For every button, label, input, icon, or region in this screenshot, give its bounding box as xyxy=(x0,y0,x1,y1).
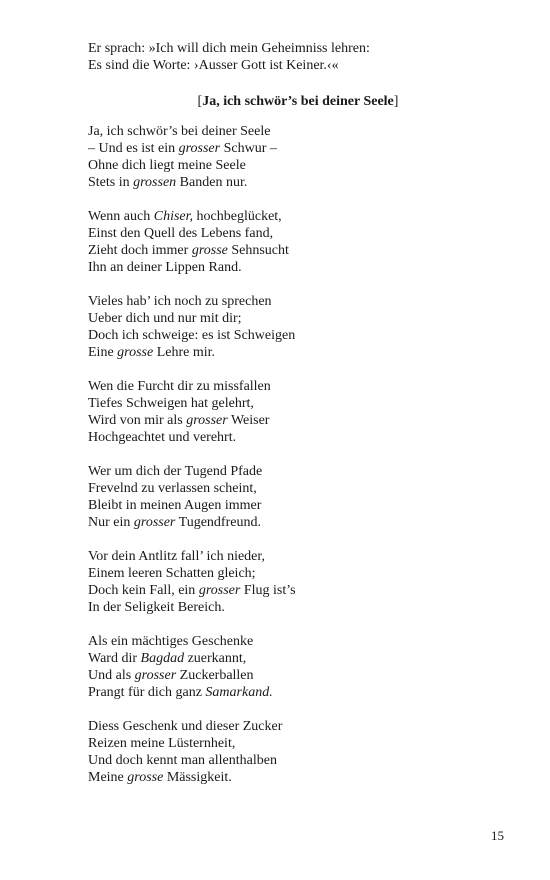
line-text: Und doch kennt man allenthalben xyxy=(88,753,277,768)
verse-line xyxy=(88,497,508,514)
stanza xyxy=(88,633,508,701)
line-text: Weiser xyxy=(227,413,270,428)
verse-line xyxy=(88,735,508,752)
line-text: Frevelnd zu verlassen scheint, xyxy=(88,481,257,496)
line-text: Vor dein Antlitz fall’ ich nieder, xyxy=(88,549,265,564)
verse-line xyxy=(88,599,508,616)
line-text: Vieles hab’ ich noch zu sprechen xyxy=(88,294,272,309)
line-text: Meine xyxy=(88,770,128,785)
line-text: Doch ich schweige: es ist Schweigen xyxy=(88,328,296,343)
line-text: Doch kein Fall, ein xyxy=(88,583,199,598)
line-text: Einem leeren Schatten gleich; xyxy=(88,566,256,581)
title-open-bracket: [ xyxy=(197,94,203,109)
verse-line xyxy=(88,718,508,735)
verse-line xyxy=(88,40,508,57)
line-text: Er sprach: »Ich will dich mein Geheimniss lehren: xyxy=(88,41,370,56)
line-text: Banden nur. xyxy=(176,175,248,190)
stanza xyxy=(88,463,508,531)
line-text: Wen die Furcht dir zu missfallen xyxy=(88,379,271,394)
intro-couplet xyxy=(88,40,508,74)
line-text: Zuckerballen xyxy=(176,668,254,683)
line-text: Und als xyxy=(88,668,135,683)
line-text: Tiefes Schweigen hat gelehrt, xyxy=(88,396,254,411)
verse-line xyxy=(88,225,508,242)
line-text: Ohne dich liegt meine Seele xyxy=(88,158,246,173)
verse-line xyxy=(88,395,508,412)
page-body xyxy=(88,40,508,803)
stanza xyxy=(88,123,508,191)
line-text: Eine xyxy=(88,345,118,360)
verse-line xyxy=(88,140,508,157)
line-text: Wer um dich der Tugend Pfade xyxy=(88,464,263,479)
line-text: Tugendfreund. xyxy=(175,515,261,530)
stanza xyxy=(88,208,508,276)
line-text: Es sind die Worte: ›Ausser Gott ist Keiner.‹« xyxy=(88,58,339,73)
line-text: Stets in xyxy=(88,175,134,190)
verse-line xyxy=(88,378,508,395)
emphasized-word: grosser xyxy=(178,141,221,156)
verse-line xyxy=(88,548,508,565)
line-text: Sehnsucht xyxy=(227,243,289,258)
page-number: 15 xyxy=(491,828,504,843)
verse-line xyxy=(88,242,508,259)
line-text: In der Seligkeit Bereich. xyxy=(88,600,225,615)
emphasized-word: Samarkand. xyxy=(205,685,273,700)
line-text: Ihn an deiner Lippen Rand. xyxy=(88,260,242,275)
line-text: Als ein mächtiges Geschenke xyxy=(88,634,254,649)
verse-line xyxy=(88,310,508,327)
stanza xyxy=(88,548,508,616)
emphasized-word: grosser xyxy=(186,413,228,428)
line-text: Wenn auch xyxy=(88,209,154,224)
verse-line xyxy=(88,157,508,174)
line-text: zuerkannt, xyxy=(184,651,247,666)
line-text: Reizen meine Lüsternheit, xyxy=(88,736,236,751)
line-text: Zieht doch immer xyxy=(88,243,192,258)
line-text: Lehre mir. xyxy=(153,345,216,360)
line-text: – Und es ist ein xyxy=(88,141,179,156)
stanza xyxy=(88,293,508,361)
poem-stanzas xyxy=(88,123,508,786)
line-text: hochbeglücket, xyxy=(193,209,282,224)
line-text: Ja, ich schwör’s bei deiner Seele xyxy=(88,124,271,139)
line-text: Prangt für dich ganz xyxy=(88,685,206,700)
emphasized-word: grosse xyxy=(191,243,228,258)
title-text: Ja, ich schwör’s bei deiner Seele xyxy=(202,94,394,109)
line-text: Einst den Quell des Lebens fand, xyxy=(88,226,274,241)
line-text: Mässigkeit. xyxy=(163,770,232,785)
poem-title xyxy=(88,93,508,110)
verse-line xyxy=(88,412,508,429)
emphasized-word: Bagdad xyxy=(140,651,185,666)
line-text: Hochgeachtet und verehrt. xyxy=(88,430,237,445)
verse-line xyxy=(88,123,508,140)
emphasized-word: Chiser, xyxy=(153,209,194,224)
line-text: Schwur – xyxy=(220,141,277,156)
verse-line xyxy=(88,480,508,497)
emphasized-word: grosse xyxy=(127,770,164,785)
verse-line xyxy=(88,344,508,361)
emphasized-word: grosser xyxy=(134,668,177,683)
verse-line xyxy=(88,633,508,650)
emphasized-word: grosser xyxy=(198,583,241,598)
verse-line xyxy=(88,174,508,191)
verse-line xyxy=(88,769,508,786)
verse-line xyxy=(88,752,508,769)
verse-line xyxy=(88,582,508,599)
verse-line xyxy=(88,565,508,582)
line-text: Wird von mir als xyxy=(88,413,187,428)
line-text: Nur ein xyxy=(88,515,134,530)
verse-line xyxy=(88,259,508,276)
title-close-bracket: ] xyxy=(393,94,399,109)
verse-line xyxy=(88,429,508,446)
line-text: Bleibt in meinen Augen immer xyxy=(88,498,262,513)
verse-line xyxy=(88,514,508,531)
verse-line xyxy=(88,667,508,684)
line-text: Diess Geschenk und dieser Zucker xyxy=(88,719,283,734)
verse-line xyxy=(88,463,508,480)
verse-line xyxy=(88,293,508,310)
verse-line xyxy=(88,208,508,225)
line-text: Ueber dich und nur mit dir; xyxy=(88,311,242,326)
line-text: Flug ist’s xyxy=(240,583,296,598)
verse-line xyxy=(88,327,508,344)
stanza xyxy=(88,378,508,446)
verse-line xyxy=(88,57,508,74)
verse-line xyxy=(88,684,508,701)
line-text: Ward dir xyxy=(88,651,141,666)
emphasized-word: grosser xyxy=(133,515,176,530)
emphasized-word: grosse xyxy=(117,345,154,360)
verse-line xyxy=(88,650,508,667)
emphasized-word: grossen xyxy=(133,175,177,190)
stanza xyxy=(88,718,508,786)
